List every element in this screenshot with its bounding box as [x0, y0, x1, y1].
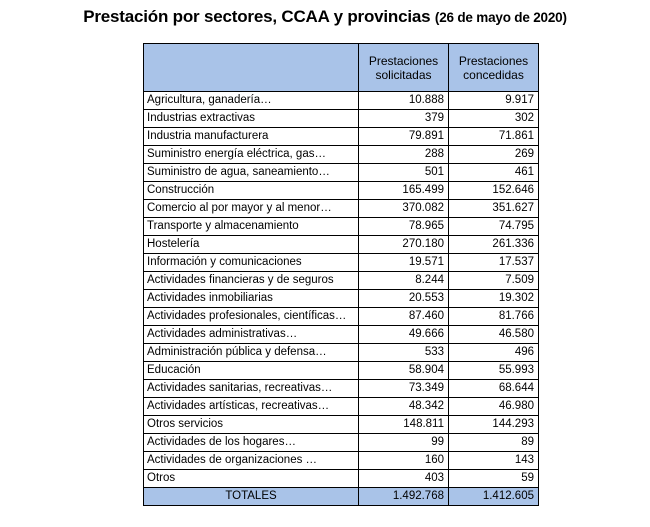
sector-cell: Actividades profesionales, científicas… — [144, 308, 359, 326]
table-row — [144, 398, 539, 416]
concedidas-cell: 261.336 — [449, 236, 539, 254]
sector-cell: Información y comunicaciones — [144, 254, 359, 272]
concedidas-cell: 144.293 — [449, 416, 539, 434]
header-solicitadas: Prestaciones solicitadas — [359, 44, 449, 92]
totals-row — [144, 488, 539, 506]
solicitadas-cell: 20.553 — [359, 290, 449, 308]
sector-cell: Actividades financieras y de seguros — [144, 272, 359, 290]
sector-cell: Actividades de los hogares… — [144, 434, 359, 452]
solicitadas-cell: 148.811 — [359, 416, 449, 434]
table-row — [144, 362, 539, 380]
solicitadas-cell: 533 — [359, 344, 449, 362]
table-row — [144, 434, 539, 452]
solicitadas-cell: 501 — [359, 164, 449, 182]
sector-cell: Actividades de organizaciones … — [144, 452, 359, 470]
sector-table — [143, 43, 539, 506]
sector-cell: Hostelería — [144, 236, 359, 254]
table-row — [144, 272, 539, 290]
table-row — [144, 290, 539, 308]
solicitadas-cell: 79.891 — [359, 128, 449, 146]
solicitadas-cell: 270.180 — [359, 236, 449, 254]
sector-cell: Construcción — [144, 182, 359, 200]
solicitadas-cell: 87.460 — [359, 308, 449, 326]
table-row — [144, 110, 539, 128]
sector-cell: Otros — [144, 470, 359, 488]
sector-cell: Suministro de agua, saneamiento… — [144, 164, 359, 182]
solicitadas-cell: 19.571 — [359, 254, 449, 272]
solicitadas-cell: 379 — [359, 110, 449, 128]
sector-cell: Transporte y almacenamiento — [144, 218, 359, 236]
solicitadas-cell: 49.666 — [359, 326, 449, 344]
table-row — [144, 146, 539, 164]
concedidas-cell: 71.861 — [449, 128, 539, 146]
concedidas-cell: 19.302 — [449, 290, 539, 308]
table-row — [144, 470, 539, 488]
totals-concedidas: 1.412.605 — [449, 488, 539, 506]
sector-cell: Actividades inmobiliarias — [144, 290, 359, 308]
sector-cell: Suministro energía eléctrica, gas… — [144, 146, 359, 164]
table-row — [144, 326, 539, 344]
concedidas-cell: 9.917 — [449, 92, 539, 110]
sector-cell: Otros servicios — [144, 416, 359, 434]
table-row — [144, 128, 539, 146]
table-row — [144, 92, 539, 110]
sector-cell: Agricultura, ganadería… — [144, 92, 359, 110]
solicitadas-cell: 165.499 — [359, 182, 449, 200]
solicitadas-cell: 370.082 — [359, 200, 449, 218]
table-row — [144, 254, 539, 272]
table-row — [144, 452, 539, 470]
concedidas-cell: 269 — [449, 146, 539, 164]
solicitadas-cell: 48.342 — [359, 398, 449, 416]
concedidas-cell: 351.627 — [449, 200, 539, 218]
concedidas-cell: 7.509 — [449, 272, 539, 290]
solicitadas-cell: 8.244 — [359, 272, 449, 290]
header-concedidas: Prestaciones concedidas — [449, 44, 539, 92]
concedidas-cell: 302 — [449, 110, 539, 128]
concedidas-cell: 17.537 — [449, 254, 539, 272]
table-row — [144, 344, 539, 362]
title-main: Prestación por sectores, CCAA y provincias — [83, 7, 431, 26]
table-row — [144, 236, 539, 254]
table-row — [144, 164, 539, 182]
concedidas-cell: 81.766 — [449, 308, 539, 326]
sector-cell: Actividades administrativas… — [144, 326, 359, 344]
sector-cell: Educación — [144, 362, 359, 380]
concedidas-cell: 46.580 — [449, 326, 539, 344]
table-row — [144, 308, 539, 326]
sector-cell: Actividades sanitarias, recreativas… — [144, 380, 359, 398]
sector-cell: Actividades artísticas, recreativas… — [144, 398, 359, 416]
concedidas-cell: 68.644 — [449, 380, 539, 398]
concedidas-cell: 496 — [449, 344, 539, 362]
concedidas-cell: 143 — [449, 452, 539, 470]
sector-cell: Administración pública y defensa… — [144, 344, 359, 362]
solicitadas-cell: 288 — [359, 146, 449, 164]
concedidas-cell: 89 — [449, 434, 539, 452]
totals-solicitadas: 1.492.768 — [359, 488, 449, 506]
sector-cell: Industria manufacturera — [144, 128, 359, 146]
concedidas-cell: 59 — [449, 470, 539, 488]
page-title — [0, 7, 650, 27]
concedidas-cell: 55.993 — [449, 362, 539, 380]
solicitadas-cell: 58.904 — [359, 362, 449, 380]
sector-cell: Comercio al por mayor y al menor… — [144, 200, 359, 218]
solicitadas-cell: 403 — [359, 470, 449, 488]
table-row — [144, 380, 539, 398]
concedidas-cell: 152.646 — [449, 182, 539, 200]
title-date: (26 de mayo de 2020) — [434, 10, 567, 25]
header-row — [144, 44, 539, 92]
header-sector — [144, 44, 359, 92]
concedidas-cell: 461 — [449, 164, 539, 182]
table-row — [144, 218, 539, 236]
solicitadas-cell: 78.965 — [359, 218, 449, 236]
table-row — [144, 200, 539, 218]
solicitadas-cell: 10.888 — [359, 92, 449, 110]
totals-label: TOTALES — [144, 488, 359, 506]
table-row — [144, 182, 539, 200]
solicitadas-cell: 160 — [359, 452, 449, 470]
concedidas-cell: 46.980 — [449, 398, 539, 416]
solicitadas-cell: 73.349 — [359, 380, 449, 398]
table-row — [144, 416, 539, 434]
sector-cell: Industrias extractivas — [144, 110, 359, 128]
concedidas-cell: 74.795 — [449, 218, 539, 236]
solicitadas-cell: 99 — [359, 434, 449, 452]
